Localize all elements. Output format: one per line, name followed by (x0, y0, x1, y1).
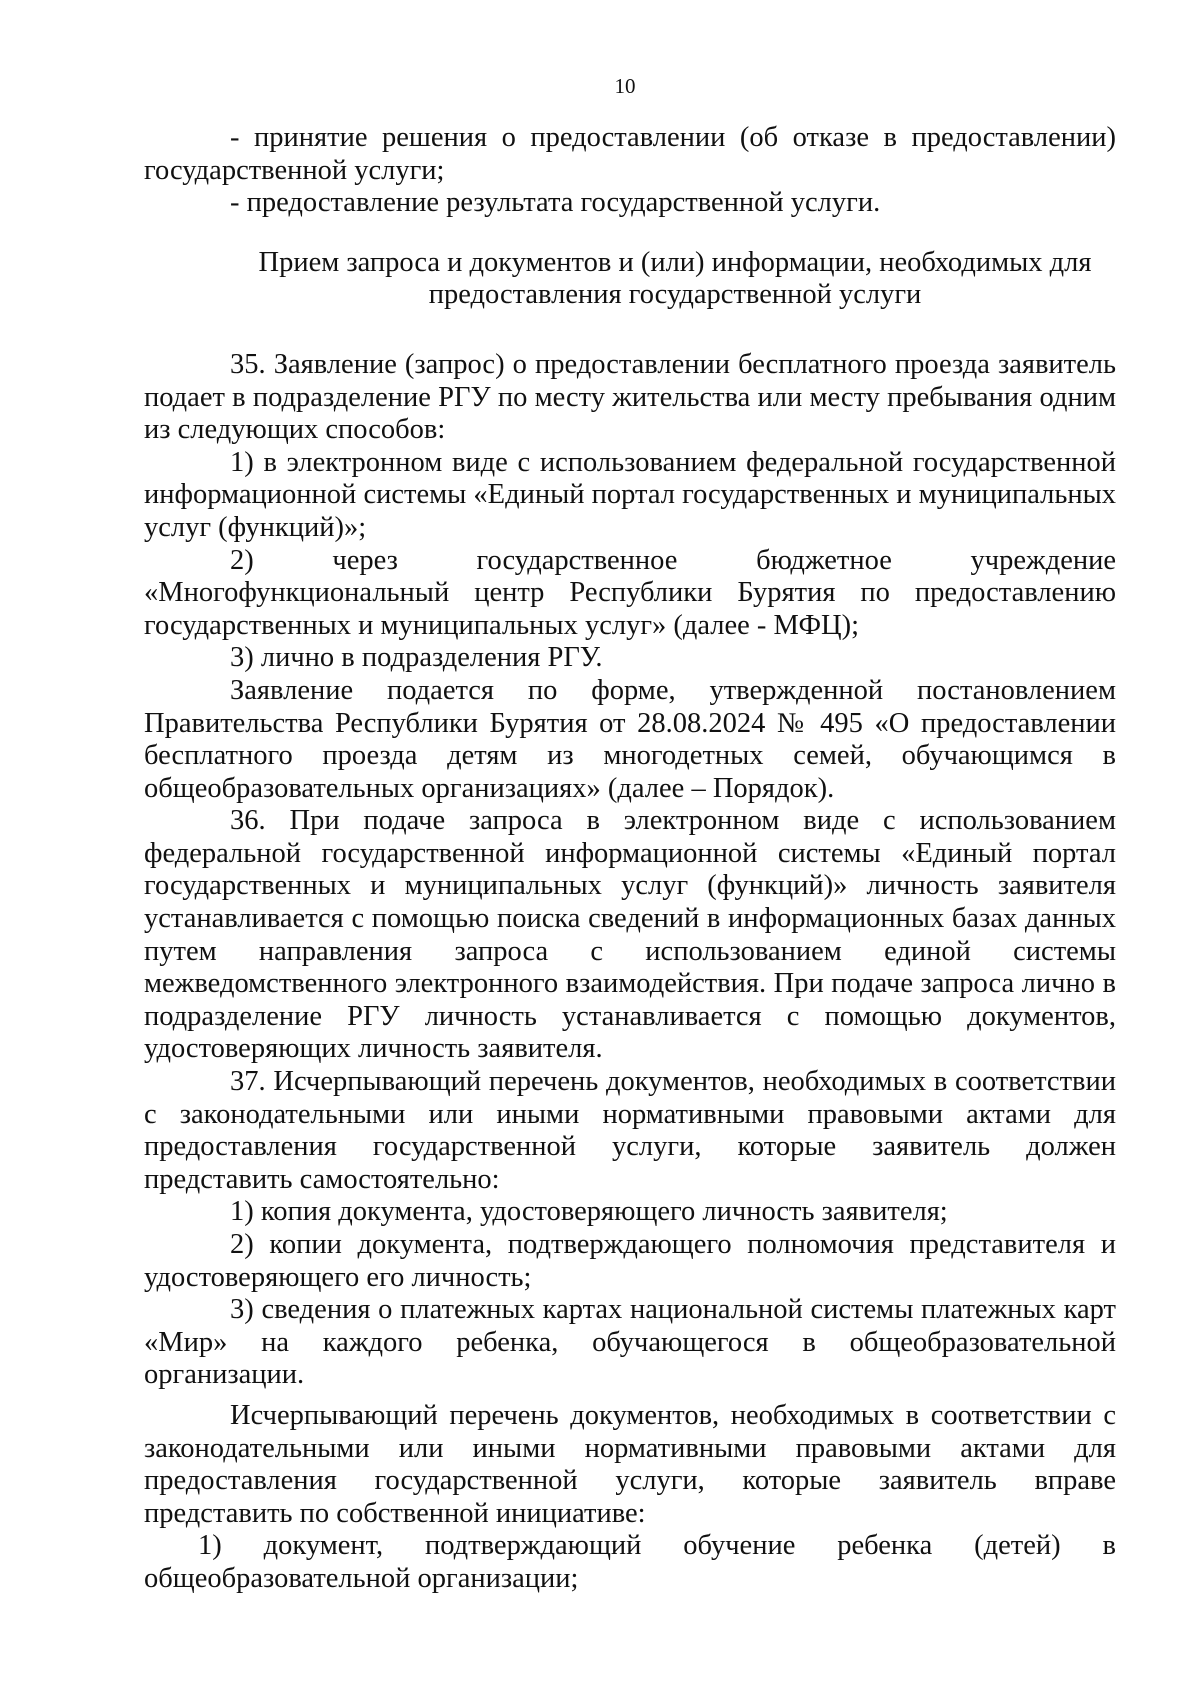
clause-37-item-1: 1) копия документа, удостоверяющего личность заявителя; (230, 1196, 948, 1228)
clause-37: 37. Исчерпывающий перечень документов, необходимых в соответствии с законодательными или иными нормативными правовыми актами для предоставления государственной услуги, которые заявитель должен представить самостоятельно: (144, 1066, 1116, 1195)
page-number: 10 (614, 74, 636, 98)
list-item-decision: - принятие решения о предоставлении (об отказе в предоставлении) государственной услуги; (144, 122, 1116, 186)
list-item-result: - предоставление результата государственной услуги. (230, 187, 881, 219)
clause-35: 35. Заявление (запрос) о предоставлении бесплатного проезда заявитель подает в подразделение РГУ по месту жительства или месту пребывания одним из следующих способов: (144, 348, 1116, 446)
optional-documents-item-1: 1) документ, подтверждающий обучение ребенка (детей) в общеобразовательной организации; (144, 1530, 1116, 1594)
clause-37-item-2: 2) копии документа, подтверждающего полномочия представителя и удостоверяющего его личность; (144, 1229, 1116, 1293)
document-body (144, 122, 1116, 1596)
application-form-paragraph: Заявление подается по форме, утвержденной постановлением Правительства Республики Бурятия от 28.08.2024 № 495 «О предоставлении бесплатного проезда детям из многодетных семей, обучающимся в общеобразовательных организациях» (далее – Порядок). (144, 674, 1116, 804)
clause-36: 36. При подаче запроса в электронном виде с использованием федеральной государственной информационной системы «Единый портал государственных и муниципальных услуг (функций)» личность заявителя устанавливается с помощью поиска сведений в информационных базах данных путем направления запроса с использованием единой системы межведомственного электронного взаимодействия. При подаче запроса лично в подразделение РГУ личность устанавливается с помощью документов, удостоверяющих личность заявителя. (144, 805, 1116, 1065)
section-heading: Прием запроса и документов и (или) информации, необходимых для предоставления государственной услуги (258, 246, 1092, 311)
clause-35-item-1: 1) в электронном виде с использованием федеральной государственной информационной системы «Единый портал государственных и муниципальных услуг (функций)»; (144, 446, 1116, 543)
clause-35-item-3: 3) лично в подразделения РГУ. (230, 642, 603, 674)
clause-35-item-2: 2) через государственное бюджетное учреждение «Многофункциональный центр Республики Бурятия по предоставлению государственных и муниципальных услуг» (далее - МФЦ); (144, 544, 1116, 641)
clause-37-item-3: 3) сведения о платежных картах национальной системы платежных карт «Мир» на каждого ребенка, обучающегося в общеобразовательной организации. (144, 1294, 1116, 1391)
optional-documents-paragraph: Исчерпывающий перечень документов, необходимых в соответствии с законодательными или иными нормативными правовыми актами для предоставления государственной услуги, которые заявитель вправе представить по собственной инициативе: (144, 1399, 1116, 1529)
